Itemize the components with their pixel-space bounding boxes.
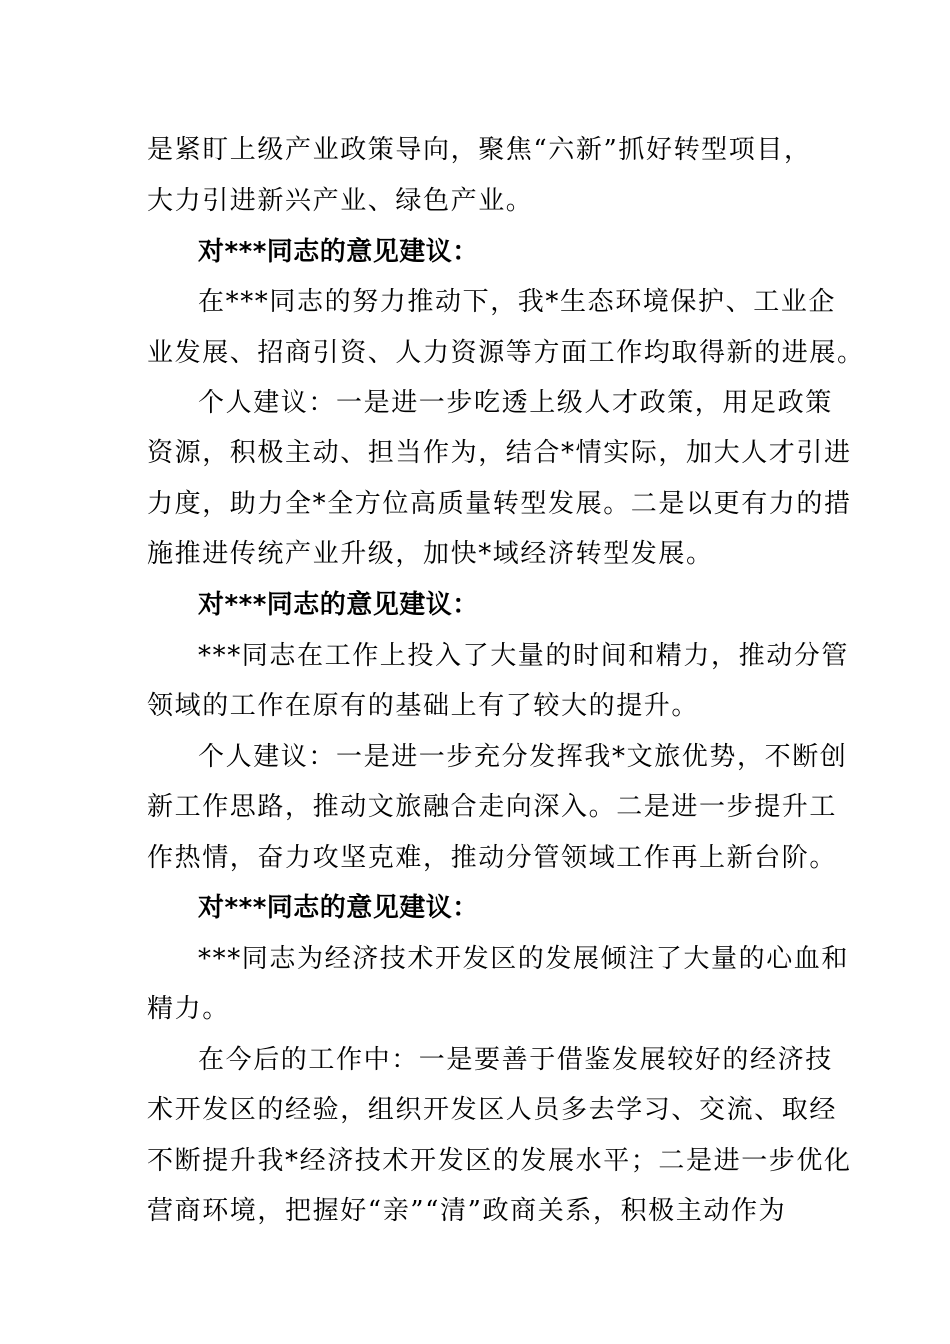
paragraph-line: 力度，助力全*全方位高质量转型发展。二是以更有力的措 xyxy=(147,489,852,519)
paragraph-line: 施推进传统产业升级，加快*域经济转型发展。 xyxy=(147,539,714,569)
paragraph-line: 领域的工作在原有的基础上有了较大的提升。 xyxy=(147,691,700,721)
paragraph-line: 新工作思路，推动文旅融合走向深入。二是进一步提升工 xyxy=(147,792,838,822)
paragraph-line: ***同志为经济技术开发区的发展倾注了大量的心血和 xyxy=(198,944,850,974)
paragraph-line: 在今后的工作中：一是要善于借鉴发展较好的经济技 xyxy=(198,1045,833,1075)
paragraph-line: 在***同志的努力推动下，我*生态环境保护、工业企 xyxy=(198,287,837,317)
section-heading: 对***同志的意见建议： xyxy=(198,237,479,267)
paragraph-line: 术开发区的经验，组织开发区人员多去学习、交流、取经 xyxy=(147,1095,838,1125)
section-heading: 对***同志的意见建议： xyxy=(198,590,479,620)
paragraph-line: 个人建议：一是进一步充分发挥我*文旅优势，不断创 xyxy=(198,742,848,772)
paragraph-line: ***同志在工作上投入了大量的时间和精力，推动分管 xyxy=(198,641,850,671)
paragraph-line: 是紧盯上级产业政策导向，聚焦“六新”抓好转型项目， xyxy=(147,135,812,165)
paragraph-line: 个人建议：一是进一步吃透上级人才政策，用足政策 xyxy=(198,388,833,418)
paragraph-line: 营商环境，把握好“亲”“清”政商关系，积极主动作为 xyxy=(147,1196,787,1226)
paragraph-line: 精力。 xyxy=(147,994,230,1024)
section-heading: 对***同志的意见建议： xyxy=(198,893,479,923)
paragraph-line: 资源，积极主动、担当作为，结合*情实际，加大人才引进 xyxy=(147,438,852,468)
paragraph-line: 大力引进新兴产业、绿色产业。 xyxy=(147,186,534,216)
paragraph-line: 业发展、招商引资、人力资源等方面工作均取得新的进展。 xyxy=(147,338,865,368)
paragraph-line: 不断提升我*经济技术开发区的发展水平；二是进一步优化 xyxy=(147,1146,852,1176)
paragraph-line: 作热情，奋力攻坚克难，推动分管领域工作再上新台阶。 xyxy=(147,843,838,873)
